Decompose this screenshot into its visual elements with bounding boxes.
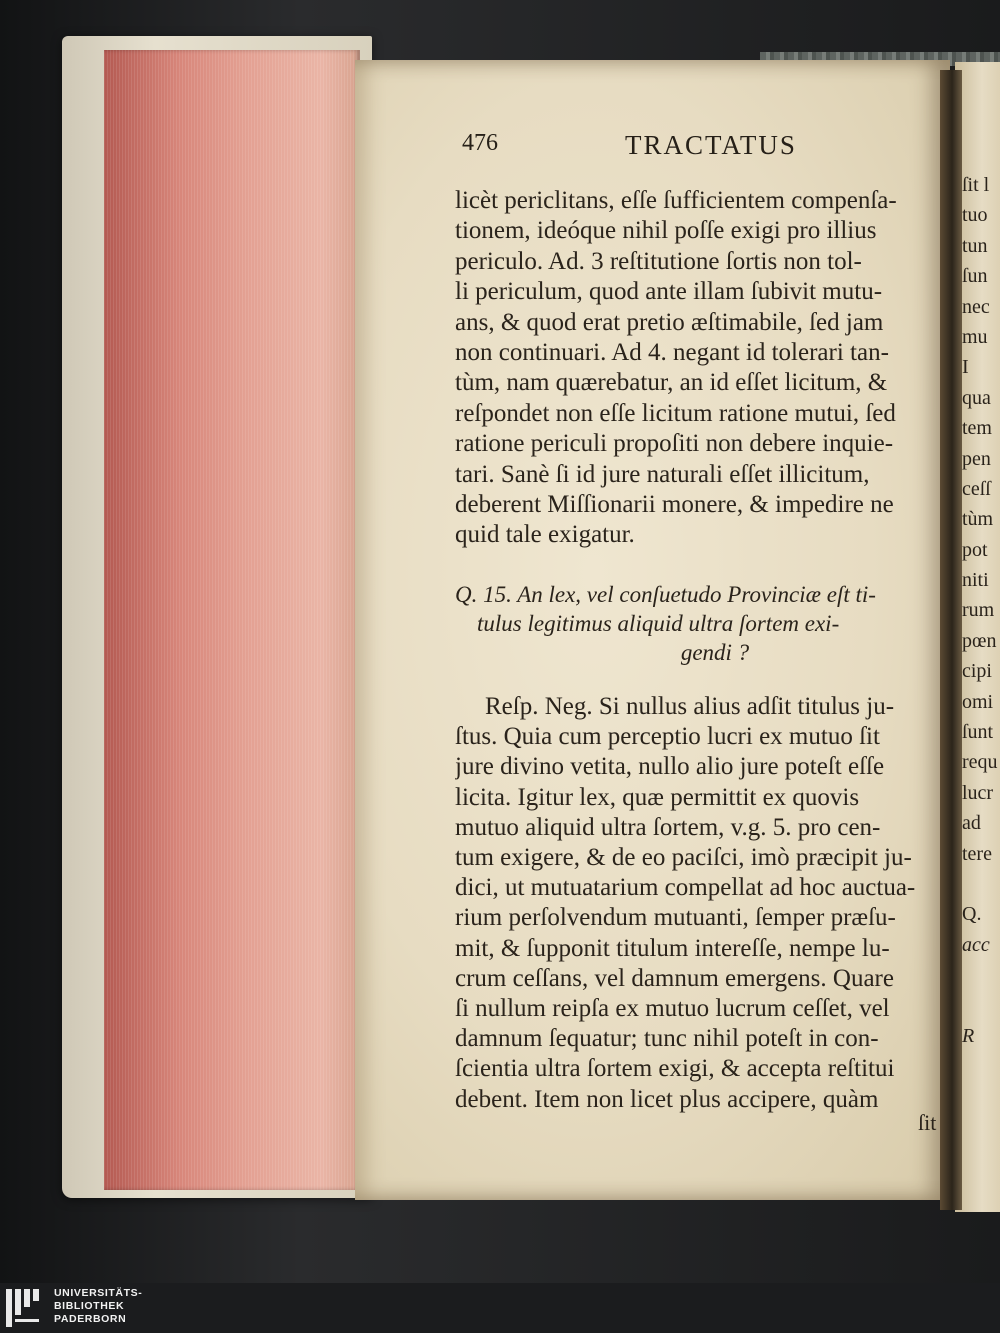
facing-fragment (962, 869, 998, 899)
text-line: reſpondet non eſſe licitum ratione mutui, ſed (455, 399, 896, 427)
text-line: mutuo aliquid ultra ſortem, v.g. 5. pro cen- (455, 813, 881, 841)
facing-fragment: qua (962, 386, 991, 409)
facing-fragment: tun (962, 234, 988, 257)
library-name-line: PADERBORN (54, 1313, 127, 1325)
answer-paragraph (455, 692, 955, 1115)
facing-fragment: lucr (962, 781, 994, 804)
facing-fragment: ſun (962, 265, 988, 288)
question-line: Q. 15. An lex, vel conſuetudo Provinciæ eſt ti- (455, 582, 876, 607)
text-line: ſi nullum reipſa ex mutuo lucrum ceſſet, vel (455, 995, 890, 1023)
facing-fragment: tùm (962, 508, 994, 531)
text-line: tùm, nam quærebatur, an id eſſet licitum, & (455, 369, 888, 397)
facing-fragment: Q. (962, 903, 982, 926)
text-line: tari. Sanè ſi id jure naturali eſſet illicitum, (455, 460, 870, 488)
text-line: tionem, ideóque nihil poſſe exigi pro illius (455, 217, 877, 245)
facing-fragment: ad (962, 812, 981, 835)
text-line: quid tale exigatur. (455, 521, 635, 549)
text-line: deberent Miſſionarii monere, & impedire ne (455, 491, 894, 519)
text-line: li periculum, quod ante illam ſubivit mutu- (455, 278, 883, 306)
page-edges (104, 50, 360, 1190)
library-logo-icon (6, 1289, 46, 1327)
facing-fragment: ſit l (962, 174, 990, 196)
facing-fragment: niti (962, 569, 989, 592)
text-line: jure divino vetita, nullo alio jure poteſt eſſe (455, 753, 885, 781)
text-line: dici, ut mutuatarium compellat ad hoc auctua- (455, 874, 916, 902)
question-line: gendi ? (680, 640, 750, 665)
facing-fragment: R (962, 1024, 975, 1047)
facing-fragment: tem (962, 417, 992, 440)
catchword: ſit (918, 1110, 937, 1135)
library-footer (0, 1283, 1000, 1333)
text-line: Reſp. Neg. Si nullus alius adſit titulus ju- (485, 693, 895, 720)
question-heading (455, 580, 955, 667)
facing-fragment: tuo (962, 204, 988, 227)
text-line: debent. Item non licet plus accipere, quàm (455, 1085, 879, 1113)
facing-fragment: pot (962, 538, 988, 561)
library-name (54, 1287, 142, 1326)
facing-fragment: tere (962, 842, 992, 865)
text-line: rium perſolvendum mutuanti, ſemper præſu- (455, 904, 896, 932)
running-head (0, 130, 1000, 170)
text-line: non continuari. Ad 4. negant id tolerari tan- (455, 339, 889, 367)
facing-fragment: omi (962, 690, 994, 713)
text-line: ratione periculi propoſiti non debere inquie- (455, 430, 894, 458)
facing-fragment: nec (962, 295, 990, 318)
page-number: 476 (462, 130, 498, 156)
text-line: periculo. Ad. 3 reſtitutione ſortis non tol- (455, 247, 862, 275)
paragraph (455, 186, 955, 551)
facing-fragment: pœn (962, 629, 997, 652)
text-line: licèt periclitans, eſſe ſufficientem compenſa- (455, 187, 897, 214)
facing-fragment: cipi (962, 660, 992, 683)
library-name-line: UNIVERSITÄTS- (54, 1287, 143, 1299)
text-line: ſtus. Quia cum perceptio lucri ex mutuo ſit (455, 723, 880, 751)
text-line: damnum ſequatur; tunc nihil poteſt in con- (455, 1025, 879, 1053)
facing-fragment: mu (962, 325, 988, 348)
facing-fragment: ceſſ (962, 477, 991, 500)
facing-fragment (962, 991, 998, 1021)
facing-fragment: pen (962, 447, 991, 470)
question-line: tulus legitimus aliquid ultra ſortem exi- (477, 611, 840, 636)
facing-fragment: acc (962, 933, 990, 956)
running-title: TRACTATUS (625, 130, 797, 160)
facing-fragment: I (962, 356, 969, 379)
facing-fragment: rum (962, 599, 995, 622)
library-name-line: BIBLIOTHEK (54, 1300, 125, 1312)
text-line: mit, & ſupponit titulum intereſſe, nempe lu- (455, 934, 890, 962)
facing-page-text (962, 170, 998, 1051)
text-line: crum ceſſans, vel damnum emergens. Quare (455, 964, 894, 992)
facing-fragment (962, 960, 998, 990)
text-line: licita. Igitur lex, quæ permittit ex quovis (455, 783, 860, 811)
text-line: tum exigere, & de eo paciſci, imò præcipit ju- (455, 844, 912, 872)
text-line: ans, & quod erat pretio æſtimabile, ſed jam (455, 308, 884, 336)
facing-fragment: ſunt (962, 721, 994, 744)
text-line: ſcientia ultra ſortem exigi, & accepta reſtitui (455, 1055, 895, 1083)
facing-fragment: requ (962, 751, 998, 774)
